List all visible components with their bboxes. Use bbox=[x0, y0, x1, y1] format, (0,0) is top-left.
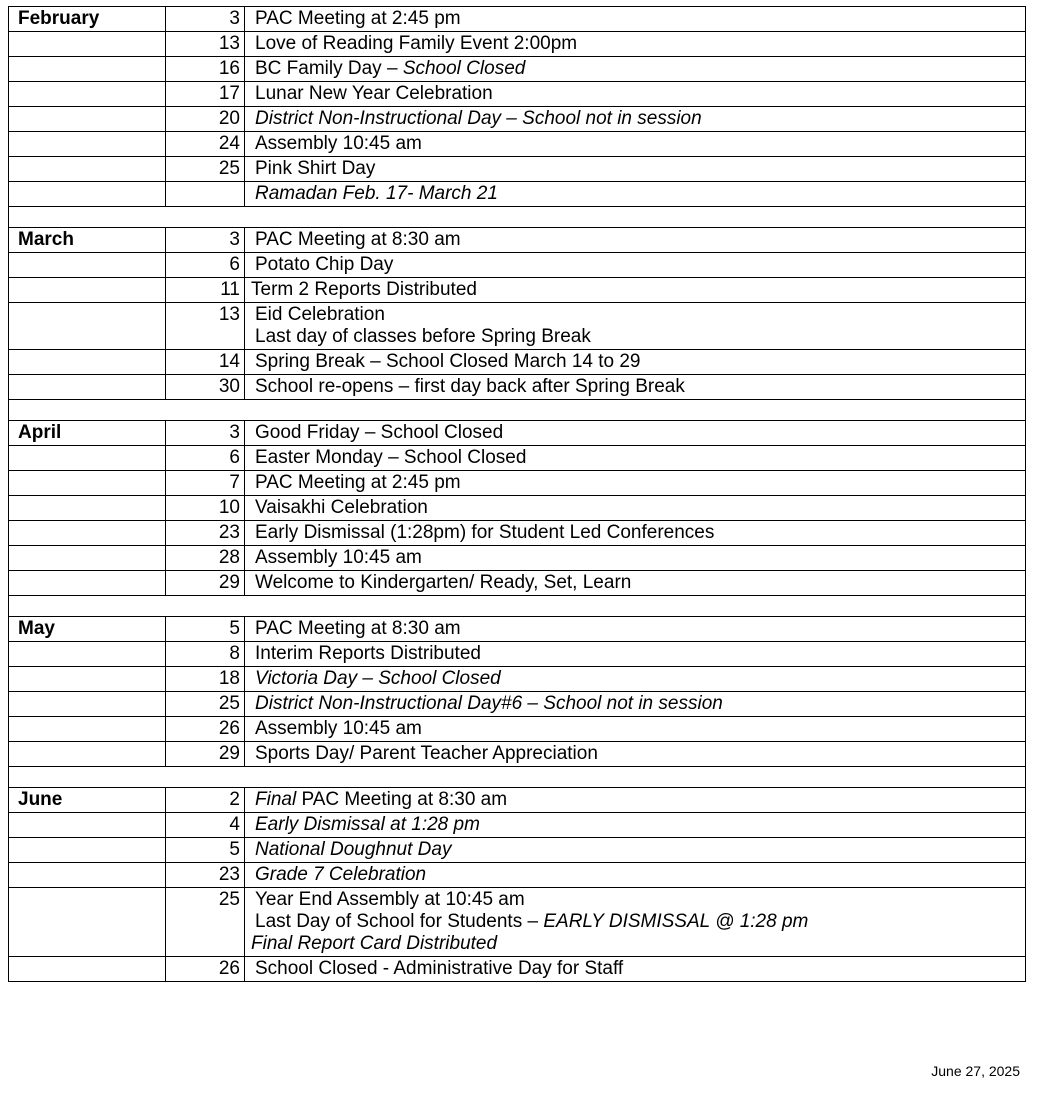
day-cell: 13 bbox=[166, 32, 245, 57]
event-line bbox=[255, 422, 1021, 444]
event-text: School Closed - Administrative Day for Staff bbox=[255, 958, 624, 979]
event-cell bbox=[245, 521, 1026, 546]
event-line bbox=[255, 911, 1021, 933]
day-cell: 3 bbox=[166, 7, 245, 32]
month-spacer-row bbox=[9, 596, 1026, 617]
month-cell bbox=[9, 82, 166, 107]
event-text: PAC Meeting at 8:30 am bbox=[296, 789, 508, 810]
day-cell: 25 bbox=[166, 888, 245, 957]
event-text: PAC Meeting at 8:30 am bbox=[255, 229, 461, 250]
month-cell: March bbox=[9, 228, 166, 253]
event-cell bbox=[245, 182, 1026, 207]
event-line bbox=[255, 814, 1021, 836]
event-line bbox=[255, 254, 1021, 276]
event-text: Eid Celebration bbox=[255, 304, 385, 325]
calendar-row bbox=[9, 546, 1026, 571]
event-line bbox=[255, 522, 1021, 544]
month-cell bbox=[9, 253, 166, 278]
event-text: Pink Shirt Day bbox=[255, 158, 376, 179]
month-cell bbox=[9, 521, 166, 546]
event-line bbox=[255, 229, 1021, 251]
event-text: Assembly 10:45 am bbox=[255, 133, 422, 154]
calendar-row bbox=[9, 182, 1026, 207]
event-text: Welcome to Kindergarten/ Ready, Set, Learn bbox=[255, 572, 632, 593]
calendar-row bbox=[9, 667, 1026, 692]
day-cell: 16 bbox=[166, 57, 245, 82]
month-cell bbox=[9, 303, 166, 350]
event-line bbox=[255, 718, 1021, 740]
calendar-row bbox=[9, 303, 1026, 350]
event-text: BC Family Day – bbox=[255, 58, 403, 79]
event-text: Victoria Day – School Closed bbox=[255, 668, 501, 689]
event-text: Ramadan Feb. 17- March 21 bbox=[255, 183, 498, 204]
calendar-row bbox=[9, 228, 1026, 253]
calendar-row bbox=[9, 692, 1026, 717]
calendar-row bbox=[9, 521, 1026, 546]
event-text: Final Report Card Distributed bbox=[251, 933, 498, 954]
calendar-row bbox=[9, 350, 1026, 375]
day-cell: 4 bbox=[166, 813, 245, 838]
event-line bbox=[255, 158, 1021, 180]
month-cell bbox=[9, 278, 166, 303]
event-text: District Non-Instructional Day#6 – School not in session bbox=[255, 693, 723, 714]
day-cell: 24 bbox=[166, 132, 245, 157]
event-text: Last day of classes before Spring Break bbox=[255, 326, 591, 347]
event-line bbox=[255, 108, 1021, 130]
event-cell bbox=[245, 667, 1026, 692]
event-cell bbox=[245, 957, 1026, 982]
calendar-row bbox=[9, 742, 1026, 767]
spacer-cell bbox=[9, 400, 1026, 421]
month-cell bbox=[9, 863, 166, 888]
event-line bbox=[255, 447, 1021, 469]
event-line bbox=[255, 376, 1021, 398]
calendar-row bbox=[9, 57, 1026, 82]
calendar-row bbox=[9, 471, 1026, 496]
event-cell bbox=[245, 375, 1026, 400]
event-cell bbox=[245, 471, 1026, 496]
calendar-row bbox=[9, 421, 1026, 446]
event-text: EARLY DISMISSAL @ 1:28 pm bbox=[543, 911, 809, 932]
day-cell: 26 bbox=[166, 957, 245, 982]
event-text: Good Friday – School Closed bbox=[255, 422, 504, 443]
event-line bbox=[255, 304, 1021, 326]
document-date: June 27, 2025 bbox=[931, 1063, 1020, 1079]
spacer-cell bbox=[9, 207, 1026, 228]
event-line bbox=[255, 693, 1021, 715]
month-cell bbox=[9, 182, 166, 207]
day-cell: 20 bbox=[166, 107, 245, 132]
month-cell: April bbox=[9, 421, 166, 446]
day-cell: 23 bbox=[166, 863, 245, 888]
calendar-row bbox=[9, 813, 1026, 838]
event-line bbox=[255, 572, 1021, 594]
event-line bbox=[255, 643, 1021, 665]
month-spacer-row bbox=[9, 207, 1026, 228]
calendar-row bbox=[9, 375, 1026, 400]
day-cell: 5 bbox=[166, 838, 245, 863]
event-cell bbox=[245, 228, 1026, 253]
event-cell bbox=[245, 278, 1026, 303]
event-text: Grade 7 Celebration bbox=[255, 864, 427, 885]
event-line bbox=[255, 618, 1021, 640]
month-cell bbox=[9, 107, 166, 132]
event-line bbox=[255, 789, 1021, 811]
day-cell: 7 bbox=[166, 471, 245, 496]
event-text: Assembly 10:45 am bbox=[255, 547, 422, 568]
event-cell bbox=[245, 7, 1026, 32]
month-cell bbox=[9, 157, 166, 182]
event-line bbox=[251, 279, 1021, 301]
event-line bbox=[255, 497, 1021, 519]
month-cell bbox=[9, 838, 166, 863]
event-text: District Non-Instructional Day – School not in session bbox=[255, 108, 702, 129]
month-cell: May bbox=[9, 617, 166, 642]
calendar-row bbox=[9, 642, 1026, 667]
day-cell: 8 bbox=[166, 642, 245, 667]
month-cell bbox=[9, 888, 166, 957]
spacer-cell bbox=[9, 767, 1026, 788]
event-line bbox=[255, 958, 1021, 980]
calendar-row bbox=[9, 838, 1026, 863]
event-text: PAC Meeting at 8:30 am bbox=[255, 618, 461, 639]
event-text: Term 2 Reports Distributed bbox=[251, 279, 477, 300]
event-cell bbox=[245, 571, 1026, 596]
event-line bbox=[255, 133, 1021, 155]
event-cell bbox=[245, 350, 1026, 375]
calendar-row bbox=[9, 253, 1026, 278]
event-cell bbox=[245, 107, 1026, 132]
calendar-row bbox=[9, 446, 1026, 471]
event-cell bbox=[245, 813, 1026, 838]
event-text: Assembly 10:45 am bbox=[255, 718, 422, 739]
calendar-row bbox=[9, 278, 1026, 303]
event-text: Spring Break – School Closed March 14 to 29 bbox=[255, 351, 641, 372]
event-cell bbox=[245, 32, 1026, 57]
month-cell: February bbox=[9, 7, 166, 32]
event-line bbox=[255, 472, 1021, 494]
calendar-row bbox=[9, 571, 1026, 596]
calendar-row bbox=[9, 617, 1026, 642]
event-line bbox=[255, 183, 1021, 205]
day-cell bbox=[166, 182, 245, 207]
event-text: Easter Monday – School Closed bbox=[255, 447, 527, 468]
event-cell bbox=[245, 421, 1026, 446]
calendar-row bbox=[9, 888, 1026, 957]
day-cell: 23 bbox=[166, 521, 245, 546]
month-cell bbox=[9, 742, 166, 767]
event-cell bbox=[245, 496, 1026, 521]
event-text: Love of Reading Family Event 2:00pm bbox=[255, 33, 578, 54]
event-cell bbox=[245, 717, 1026, 742]
event-text: PAC Meeting at 2:45 pm bbox=[255, 472, 461, 493]
event-line bbox=[255, 351, 1021, 373]
month-cell bbox=[9, 667, 166, 692]
event-line bbox=[255, 33, 1021, 55]
day-cell: 3 bbox=[166, 421, 245, 446]
spacer-cell bbox=[9, 596, 1026, 617]
event-text: Last Day of School for Students – bbox=[255, 911, 544, 932]
event-cell bbox=[245, 742, 1026, 767]
event-text: School Closed bbox=[402, 58, 526, 79]
event-cell bbox=[245, 617, 1026, 642]
day-cell: 10 bbox=[166, 496, 245, 521]
event-cell bbox=[245, 788, 1026, 813]
month-cell bbox=[9, 571, 166, 596]
month-cell bbox=[9, 57, 166, 82]
event-text: Interim Reports Distributed bbox=[255, 643, 481, 664]
month-cell bbox=[9, 350, 166, 375]
day-cell: 28 bbox=[166, 546, 245, 571]
event-text: Early Dismissal (1:28pm) for Student Led Conferences bbox=[255, 522, 715, 543]
calendar-row bbox=[9, 496, 1026, 521]
event-line bbox=[255, 889, 1021, 911]
month-cell bbox=[9, 32, 166, 57]
day-cell: 17 bbox=[166, 82, 245, 107]
calendar-row bbox=[9, 157, 1026, 182]
calendar-row bbox=[9, 863, 1026, 888]
event-text: Potato Chip Day bbox=[255, 254, 394, 275]
event-cell bbox=[245, 838, 1026, 863]
event-text: Year End Assembly at 10:45 am bbox=[255, 889, 525, 910]
month-cell bbox=[9, 132, 166, 157]
event-line bbox=[255, 839, 1021, 861]
day-cell: 6 bbox=[166, 253, 245, 278]
day-cell: 26 bbox=[166, 717, 245, 742]
day-cell: 30 bbox=[166, 375, 245, 400]
month-spacer-row bbox=[9, 400, 1026, 421]
event-text: Lunar New Year Celebration bbox=[255, 83, 493, 104]
event-line bbox=[255, 668, 1021, 690]
calendar-row bbox=[9, 957, 1026, 982]
event-line bbox=[255, 547, 1021, 569]
event-cell bbox=[245, 132, 1026, 157]
calendar-row bbox=[9, 107, 1026, 132]
event-cell bbox=[245, 888, 1026, 957]
event-cell bbox=[245, 82, 1026, 107]
event-line bbox=[255, 58, 1021, 80]
day-cell: 29 bbox=[166, 571, 245, 596]
event-cell bbox=[245, 692, 1026, 717]
month-cell bbox=[9, 717, 166, 742]
event-cell bbox=[245, 57, 1026, 82]
month-cell bbox=[9, 471, 166, 496]
event-cell bbox=[245, 642, 1026, 667]
month-cell bbox=[9, 446, 166, 471]
calendar-row bbox=[9, 32, 1026, 57]
event-cell bbox=[245, 546, 1026, 571]
day-cell: 14 bbox=[166, 350, 245, 375]
month-spacer-row bbox=[9, 767, 1026, 788]
day-cell: 5 bbox=[166, 617, 245, 642]
event-cell bbox=[245, 863, 1026, 888]
calendar-row bbox=[9, 7, 1026, 32]
calendar-row bbox=[9, 788, 1026, 813]
event-text: National Doughnut Day bbox=[255, 839, 452, 860]
event-text: School re-opens – first day back after Spring Break bbox=[255, 376, 685, 397]
school-calendar-table bbox=[8, 6, 1026, 982]
event-cell bbox=[245, 253, 1026, 278]
day-cell: 2 bbox=[166, 788, 245, 813]
day-cell: 6 bbox=[166, 446, 245, 471]
event-text: Vaisakhi Celebration bbox=[255, 497, 428, 518]
month-cell bbox=[9, 957, 166, 982]
day-cell: 11 bbox=[166, 278, 245, 303]
event-text: PAC Meeting at 2:45 pm bbox=[255, 8, 461, 29]
day-cell: 25 bbox=[166, 692, 245, 717]
event-line bbox=[255, 83, 1021, 105]
event-text: Sports Day/ Parent Teacher Appreciation bbox=[255, 743, 598, 764]
calendar-row bbox=[9, 82, 1026, 107]
event-line bbox=[255, 743, 1021, 765]
day-cell: 3 bbox=[166, 228, 245, 253]
event-line bbox=[255, 326, 1021, 348]
event-line bbox=[251, 933, 1021, 955]
calendar-row bbox=[9, 717, 1026, 742]
month-cell bbox=[9, 375, 166, 400]
event-line bbox=[255, 864, 1021, 886]
day-cell: 29 bbox=[166, 742, 245, 767]
day-cell: 13 bbox=[166, 303, 245, 350]
event-cell bbox=[245, 303, 1026, 350]
event-cell bbox=[245, 446, 1026, 471]
month-cell bbox=[9, 546, 166, 571]
calendar-row bbox=[9, 132, 1026, 157]
day-cell: 25 bbox=[166, 157, 245, 182]
month-cell bbox=[9, 642, 166, 667]
event-cell bbox=[245, 157, 1026, 182]
event-text: Early Dismissal at 1:28 pm bbox=[255, 814, 480, 835]
event-text: Final bbox=[255, 789, 297, 810]
event-line bbox=[255, 8, 1021, 30]
day-cell: 18 bbox=[166, 667, 245, 692]
month-cell bbox=[9, 692, 166, 717]
month-cell bbox=[9, 496, 166, 521]
month-cell: June bbox=[9, 788, 166, 813]
month-cell bbox=[9, 813, 166, 838]
